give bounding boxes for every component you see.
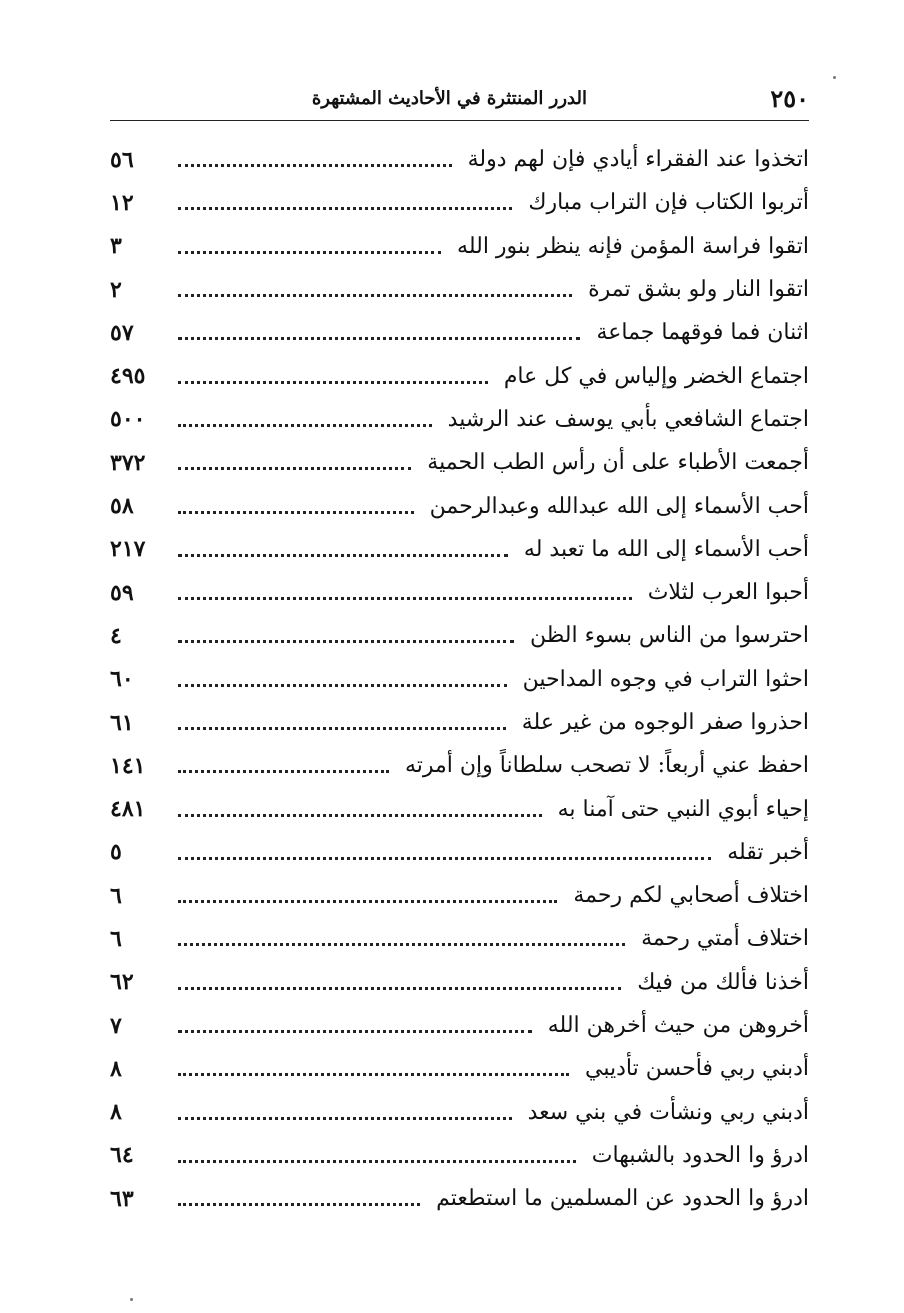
index-entry bbox=[110, 484, 809, 527]
entry-text: ادرؤ وا الحدود بالشبهات bbox=[591, 1142, 809, 1168]
index-entry bbox=[110, 1004, 809, 1047]
entry-text: اتقوا النار ولو بشق تمرة bbox=[588, 277, 809, 303]
index-entry bbox=[110, 441, 809, 484]
entry-text: أخروهن من حيث أخرهن الله bbox=[547, 1013, 809, 1039]
dot-leader bbox=[178, 424, 432, 427]
index-entry bbox=[110, 528, 809, 571]
entry-page-number: ٥٨ bbox=[110, 493, 134, 520]
entry-page-number: ١٢ bbox=[110, 189, 134, 216]
entry-text: اختلاف أمتي رحمة bbox=[641, 926, 809, 952]
entry-text: اتقوا فراسة المؤمن فإنه ينظر بنور الله bbox=[457, 233, 809, 259]
entry-text: أتربوا الكتاب فإن التراب مبارك bbox=[528, 190, 809, 216]
dot-leader bbox=[178, 381, 488, 384]
entry-page-number: ٥ bbox=[110, 839, 122, 866]
page-number: ٢٥٠ bbox=[770, 84, 809, 113]
index-entry bbox=[110, 1177, 809, 1220]
entry-page-number: ٨ bbox=[110, 1099, 122, 1126]
entry-page-number: ٦٣ bbox=[110, 1185, 134, 1212]
entry-text: أخبر تقله bbox=[727, 839, 809, 865]
entry-page-number: ٤ bbox=[110, 622, 122, 649]
entry-page-number: ٣ bbox=[110, 233, 122, 260]
index-entry bbox=[110, 311, 809, 354]
entry-text: ادرؤ وا الحدود عن المسلمين ما استطعتم bbox=[436, 1186, 809, 1212]
scan-speck bbox=[833, 76, 836, 79]
entry-text: احذروا صفر الوجوه من غير علة bbox=[521, 710, 809, 735]
index-entry bbox=[110, 1047, 809, 1090]
header-rule bbox=[110, 120, 809, 121]
entry-page-number: ٢١٧ bbox=[110, 536, 146, 563]
dot-leader bbox=[178, 554, 508, 557]
index-entry bbox=[110, 917, 809, 960]
scan-speck bbox=[130, 1298, 133, 1301]
dot-leader bbox=[178, 467, 411, 470]
dot-leader bbox=[178, 1160, 576, 1163]
index-entry bbox=[110, 1091, 809, 1134]
dot-leader bbox=[178, 597, 632, 600]
entry-page-number: ٦ bbox=[110, 882, 122, 909]
dot-leader bbox=[178, 857, 711, 860]
index-entry bbox=[110, 571, 809, 614]
index-entry bbox=[110, 225, 809, 268]
entry-page-number: ٦٤ bbox=[110, 1142, 134, 1169]
dot-leader bbox=[178, 814, 542, 817]
entry-text: احترسوا من الناس بسوء الظن bbox=[530, 623, 809, 649]
dot-leader bbox=[178, 1117, 512, 1120]
entry-page-number: ٤٨١ bbox=[110, 796, 146, 823]
index-entry bbox=[110, 701, 809, 744]
entry-text: اجتماع الشافعي بأبي يوسف عند الرشيد bbox=[447, 406, 809, 432]
entry-text: اجتماع الخضر وإلياس في كل عام bbox=[503, 363, 809, 389]
index-entry bbox=[110, 744, 809, 787]
entry-page-number: ٣٧٢ bbox=[110, 449, 146, 476]
entry-text: اتخذوا عند الفقراء أيادي فإن لهم دولة bbox=[467, 147, 809, 173]
entry-text: احثوا التراب في وجوه المداحين bbox=[522, 666, 809, 692]
entry-page-number: ٥٩ bbox=[110, 579, 134, 606]
index-entry bbox=[110, 398, 809, 441]
index-entry bbox=[110, 354, 809, 397]
entry-text: أحب الأسماء إلى الله ما تعبد له bbox=[523, 536, 809, 562]
index-entry bbox=[110, 181, 809, 224]
entry-page-number: ٧ bbox=[110, 1012, 122, 1039]
index-entry bbox=[110, 787, 809, 830]
index-entry bbox=[110, 138, 809, 181]
index-entry bbox=[110, 961, 809, 1004]
dot-leader bbox=[178, 511, 414, 514]
entry-text: إحياء أبوي النبي حتى آمنا به bbox=[557, 796, 809, 822]
dot-leader bbox=[178, 900, 557, 903]
dot-leader bbox=[178, 727, 506, 730]
dot-leader bbox=[178, 770, 389, 773]
dot-leader bbox=[178, 987, 621, 990]
entry-text: أحب الأسماء إلى الله عبدالله وعبدالرحمن bbox=[429, 493, 809, 519]
dot-leader bbox=[178, 1203, 420, 1206]
entry-text: أخذنا فألك من فيك bbox=[637, 969, 809, 995]
dot-leader bbox=[178, 337, 580, 340]
entry-page-number: ٥٧ bbox=[110, 319, 134, 346]
entry-page-number: ٥٠٠ bbox=[110, 406, 146, 433]
entry-page-number: ٦١ bbox=[110, 709, 134, 736]
index-entry bbox=[110, 874, 809, 917]
dot-leader bbox=[178, 943, 625, 946]
index-entry bbox=[110, 658, 809, 701]
entry-text: أدبني ربي فأحسن تأديبي bbox=[585, 1056, 809, 1082]
dot-leader bbox=[178, 251, 441, 254]
page-header bbox=[120, 78, 809, 118]
index-entry bbox=[110, 831, 809, 874]
entry-text: احفظ عني أربعاً: لا تصحب سلطاناً وإن أمرته bbox=[404, 753, 809, 779]
dot-leader bbox=[178, 684, 507, 687]
dot-leader bbox=[178, 640, 514, 643]
entry-page-number: ٦ bbox=[110, 925, 122, 952]
entry-page-number: ٤٩٥ bbox=[110, 363, 146, 390]
entry-page-number: ٨ bbox=[110, 1055, 122, 1082]
index-entry bbox=[110, 614, 809, 657]
dot-leader bbox=[178, 1073, 569, 1076]
entry-page-number: ٥٦ bbox=[110, 146, 134, 173]
entry-text: أدبني ربي ونشأت في بني سعد bbox=[527, 1099, 809, 1125]
dot-leader bbox=[178, 1030, 532, 1033]
entry-page-number: ١٤١ bbox=[110, 752, 146, 779]
entry-page-number: ٦٠ bbox=[110, 666, 134, 693]
index-entry bbox=[110, 1134, 809, 1177]
entry-text: اثنان فما فوقهما جماعة bbox=[596, 320, 809, 346]
entry-page-number: ٦٢ bbox=[110, 969, 134, 996]
entry-page-number: ٢ bbox=[110, 276, 122, 303]
entry-text: اختلاف أصحابي لكم رحمة bbox=[573, 883, 809, 909]
index-list bbox=[110, 138, 809, 1220]
running-title: الدرر المنتثرة في الأحاديث المشتهرة bbox=[311, 88, 587, 109]
entry-text: أحبوا العرب لثلاث bbox=[647, 580, 809, 606]
dot-leader bbox=[178, 164, 452, 167]
index-entry bbox=[110, 268, 809, 311]
dot-leader bbox=[178, 207, 512, 210]
dot-leader bbox=[178, 294, 572, 297]
entry-text: أجمعت الأطباء على أن رأس الطب الحمية bbox=[427, 450, 809, 476]
